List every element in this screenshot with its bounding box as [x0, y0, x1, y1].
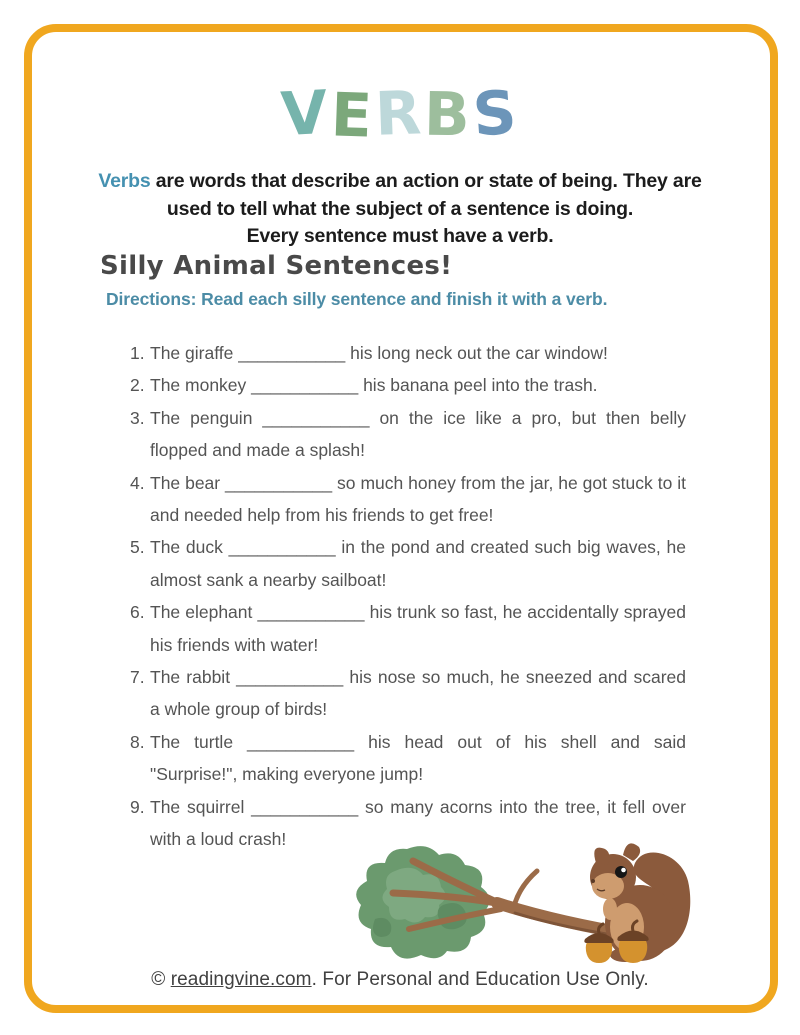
sentence-item-6	[130, 596, 686, 661]
worksheet-title	[0, 77, 800, 152]
sentence-list	[130, 337, 686, 856]
squirrel-ear	[594, 848, 609, 865]
sentence-number: 3.	[130, 407, 145, 428]
title-letter-e: E	[329, 80, 376, 152]
sentence-item-4	[130, 467, 686, 532]
sentence-number: 6.	[130, 602, 145, 623]
sentence-text: The turtle ___________ his head out of his shell and said "Surprise!", making everyone jump!	[150, 731, 686, 785]
sentence-text: The squirrel ___________ so many acorns into the tree, it fell over with a loud crash!	[150, 796, 686, 850]
sentence-text: The duck ___________ in the pond and created such big waves, he almost sank a nearby sailboat!	[150, 537, 686, 590]
squirrel-nose	[591, 879, 595, 883]
title-letter-v: V	[279, 77, 333, 151]
sentence-item-5	[130, 531, 686, 596]
sentence-number: 5.	[130, 537, 145, 558]
footer-suffix: . For Personal and Education Use Only.	[311, 969, 649, 990]
sentence-item-8	[130, 726, 686, 791]
intro-line3: Every sentence must have a verb.	[246, 225, 554, 247]
sentence-text: The elephant ___________ his trunk so fast, he accidentally sprayed his friends with water!	[150, 602, 686, 655]
sentence-number: 7.	[130, 667, 145, 688]
sentence-text: The giraffe ___________ his long neck out the car window!	[150, 343, 608, 363]
sentence-text: The rabbit ___________ his nose so much, he sneezed and scared a whole group of birds!	[150, 667, 686, 720]
sentence-item-3	[130, 402, 686, 467]
directions-text: Directions: Read each silly sentence and finish it with a verb.	[106, 289, 608, 309]
title-letter-b: B	[423, 79, 474, 151]
copyright-symbol: ©	[151, 969, 171, 990]
footer-link[interactable]: readingvine.com	[170, 969, 312, 990]
verbs-highlight: Verbs	[98, 170, 151, 192]
squirrel-eye	[615, 866, 627, 878]
sentence-item-2	[130, 369, 686, 401]
sentence-text: The penguin ___________ on the ice like a pro, but then belly flopped and made a splash!	[150, 407, 686, 461]
sentence-number: 1.	[130, 343, 145, 363]
sentence-number: 2.	[130, 375, 145, 396]
title-letter-r: R	[373, 78, 426, 150]
intro-paragraph	[80, 168, 720, 251]
fallen-tree-squirrel-acorns-illustration	[347, 841, 697, 967]
sentence-number: 9.	[130, 796, 145, 817]
section-heading: Silly Animal Sentences!	[100, 251, 453, 281]
sentence-text: The bear ___________ so much honey from the jar, he got stuck to it and needed help from his friends to get free!	[150, 472, 686, 526]
sentence-number: 8.	[130, 731, 145, 752]
intro-line1: are words that describe an action or state of being. They are	[150, 170, 702, 192]
squirrel-paw	[603, 898, 617, 920]
title-letter-s: S	[470, 77, 522, 151]
sentence-number: 4.	[130, 472, 145, 493]
sentence-item-7	[130, 661, 686, 726]
intro-line2: used to tell what the subject of a sentence is doing.	[166, 197, 634, 220]
footer-copyright	[0, 969, 800, 991]
sentence-item-1	[130, 337, 686, 369]
sentence-text: The monkey ___________ his banana peel into the trash.	[150, 375, 598, 396]
